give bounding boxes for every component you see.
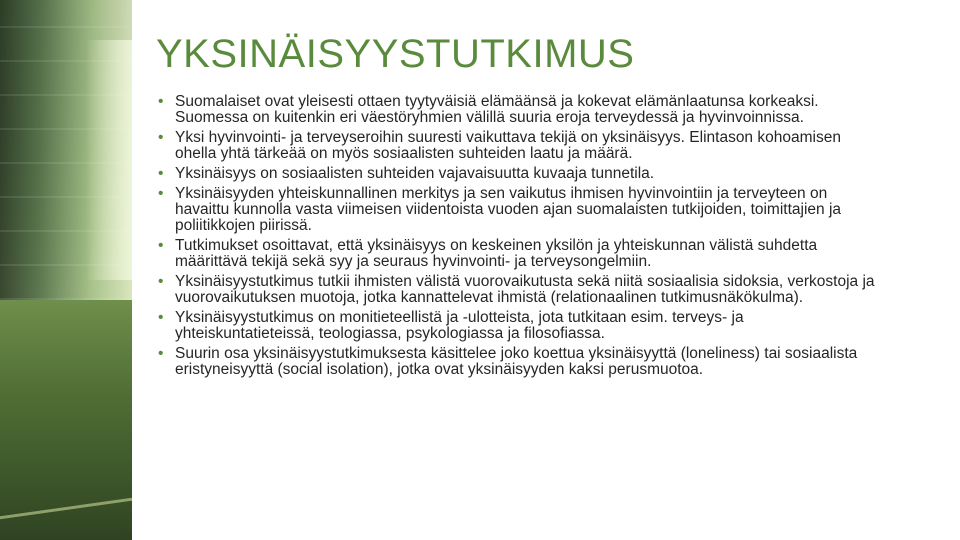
bullet-text: Suurin osa yksinäisyystutkimuksesta käsittelee joko koettua yksinäisyyttä (loneliness) tai sosiaalista eristyneisyyttä (social isolation), jotka ovat yksinäisyyden kaksi perusmuotoa. [175,345,858,378]
bullet-text: Yksinäisyystutkimus tutkii ihmisten välistä vuorovaikutusta sekä niitä sosiaalisia sidoksia, verkostoja ja vuorovaikutuksen muotoja, jotka kannattelevat ihmistä (relationaalinen tutkimusnäkökulma). [175,273,875,306]
bullet-text: Yksinäisyystutkimus on monitieteellistä ja -ulotteista, jota tutkitaan esim. terveys- ja yhteiskuntatieteissä, teologiassa, psykologiassa ja filosofiassa. [175,309,744,342]
bullet-list [158,94,882,382]
bullet-icon: • [158,165,164,182]
bullet-icon: • [158,273,164,290]
bullet-icon: • [158,185,164,202]
bullet-icon: • [158,129,164,146]
bullet-item [158,94,882,126]
bullet-icon: • [158,309,164,326]
bullet-text: Suomalaiset ovat yleisesti ottaen tyytyväisiä elämäänsä ja kokevat elämänlaatunsa korkeaksi. Suomessa on kuitenkin eri väestöryhmien välillä suuria eroja terveydessä ja hyvinvoinnissa. [175,93,819,126]
bullet-item [158,166,882,182]
bullet-text: Tutkimukset osoittavat, että yksinäisyys on keskeinen yksilön ja yhteiskunnan välistä suhdetta määrittävä tekijä sekä syy ja seuraus hyvinvointi- ja terveysongelmiin. [175,237,818,270]
slide-title: YKSINÄISYYSTUTKIMUS [156,32,635,76]
bullet-text: Yksi hyvinvointi- ja terveyseroihin suuresti vaikuttava tekijä on yksinäisyys. Elintason kohoamisen ohella yhtä tärkeää on myös sosiaalisten suhteiden laatu ja määrä. [175,129,841,162]
bullet-icon: • [158,345,164,362]
bullet-icon: • [158,93,164,110]
bullet-item [158,310,882,342]
bullet-item [158,186,882,234]
decorative-photo [0,0,132,540]
bullet-text: Yksinäisyyden yhteiskunnallinen merkitys ja sen vaikutus ihmisen hyvinvointiin ja terveyteen on havaittu kunnolla vasta viimeisen viidentoista vuoden ajan suomalaisten tutkijoiden, toimittajien ja poliitikkojen piirissä. [175,185,842,234]
bullet-text: Yksinäisyys on sosiaalisten suhteiden vajavaisuutta kuvaaja tunnetila. [175,165,655,182]
bullet-item [158,130,882,162]
bullet-icon: • [158,237,164,254]
bullet-item [158,274,882,306]
photo-light [86,40,132,280]
bullet-item [158,346,882,378]
photo-floor [0,300,132,540]
bullet-item [158,238,882,270]
